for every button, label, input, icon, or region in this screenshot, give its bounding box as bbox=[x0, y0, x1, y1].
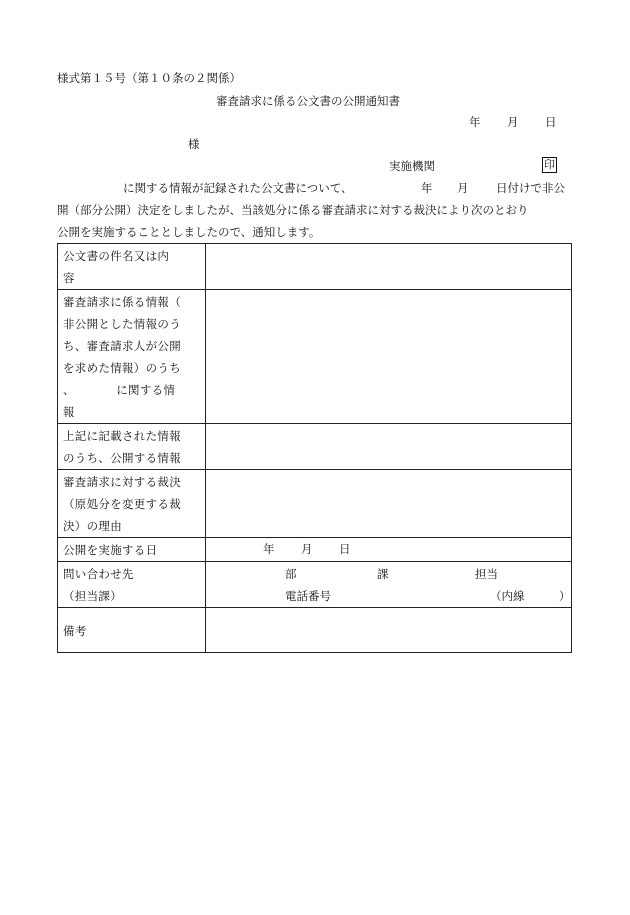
table-row bbox=[58, 244, 572, 290]
disclosure-month-label: 月 bbox=[301, 542, 313, 556]
label-line: （原処分を変更する裁 bbox=[63, 497, 181, 511]
table-row bbox=[58, 424, 572, 470]
contact-section-label: 課 bbox=[377, 567, 389, 581]
date-month-label: 月 bbox=[507, 115, 519, 129]
label-line: 上記に記載された情報 bbox=[63, 429, 181, 443]
seal-mark: 印 bbox=[544, 158, 555, 171]
label-line: 公文書の件名又は内 bbox=[63, 249, 170, 263]
body-text-month: 月 bbox=[457, 181, 469, 195]
table-row bbox=[58, 290, 572, 424]
label-line: 、 に関する情 bbox=[63, 383, 176, 397]
label-line: 問い合わせ先 bbox=[63, 567, 134, 581]
contact-phone-label: 電話番号 bbox=[285, 589, 331, 603]
disclosed-info-label bbox=[58, 424, 206, 470]
addressee-suffix: 様 bbox=[188, 137, 200, 151]
notice-table bbox=[57, 243, 572, 653]
label-line: 容 bbox=[63, 271, 75, 285]
contact-dept-label: 部 bbox=[285, 567, 297, 581]
document-name-label bbox=[58, 244, 206, 290]
ruling-reason-field[interactable] bbox=[206, 470, 572, 538]
contact-field[interactable] bbox=[206, 562, 572, 608]
label-line: のうち、公開する情報 bbox=[63, 451, 181, 465]
table-row bbox=[58, 608, 572, 653]
table-row bbox=[58, 470, 572, 538]
label-line: 公開を実施する日 bbox=[63, 543, 158, 557]
issuer-label: 実施機関 bbox=[389, 159, 435, 173]
table-row bbox=[58, 538, 572, 562]
ruling-reason-label bbox=[58, 470, 206, 538]
body-text-line3: 公開を実施することとしましたので、通知します。 bbox=[57, 225, 321, 239]
document-name-field[interactable] bbox=[206, 244, 572, 290]
requested-info-field[interactable] bbox=[206, 290, 572, 424]
body-text-part2: 日付けで非公 bbox=[496, 181, 565, 195]
form-number: 様式第１５号（第１０条の２関係） bbox=[57, 71, 241, 85]
date-day-label: 日 bbox=[545, 115, 557, 129]
disclosure-date-field[interactable] bbox=[206, 538, 572, 562]
body-text-part1: に関する情報が記録された公文書について、 bbox=[123, 181, 353, 195]
date-year-label: 年 bbox=[469, 115, 481, 129]
document-title: 審査請求に係る公文書の公開通知書 bbox=[216, 94, 400, 108]
table-row bbox=[58, 562, 572, 608]
disclosure-day-label: 日 bbox=[339, 542, 351, 556]
contact-person-label: 担当 bbox=[475, 567, 498, 581]
label-line: 報 bbox=[63, 405, 75, 419]
label-line: 審査請求に対する裁決 bbox=[63, 475, 181, 489]
disclosure-year-label: 年 bbox=[263, 542, 275, 556]
contact-extension-label: （内線 ） bbox=[490, 589, 571, 603]
label-line: 審査請求に係る情報（ bbox=[63, 295, 181, 309]
remarks-field[interactable] bbox=[206, 608, 572, 653]
label-line: を求めた情報）のうち bbox=[63, 361, 181, 375]
contact-label bbox=[58, 562, 206, 608]
body-text-year: 年 bbox=[421, 181, 433, 195]
label-line: 非公開とした情報のう bbox=[63, 317, 181, 331]
body-text-line2: 開（部分公開）決定をしましたが、当該処分に係る審査請求に対する裁決により次のとおり bbox=[57, 203, 529, 217]
remarks-label bbox=[58, 608, 206, 653]
requested-info-label bbox=[58, 290, 206, 424]
label-line: ち、審査請求人が公開 bbox=[63, 339, 181, 353]
disclosure-date-label bbox=[58, 538, 206, 562]
label-line: 備考 bbox=[63, 623, 87, 638]
label-line: （担当課） bbox=[63, 589, 122, 603]
label-line: 決）の理由 bbox=[63, 519, 122, 533]
disclosed-info-field[interactable] bbox=[206, 424, 572, 470]
